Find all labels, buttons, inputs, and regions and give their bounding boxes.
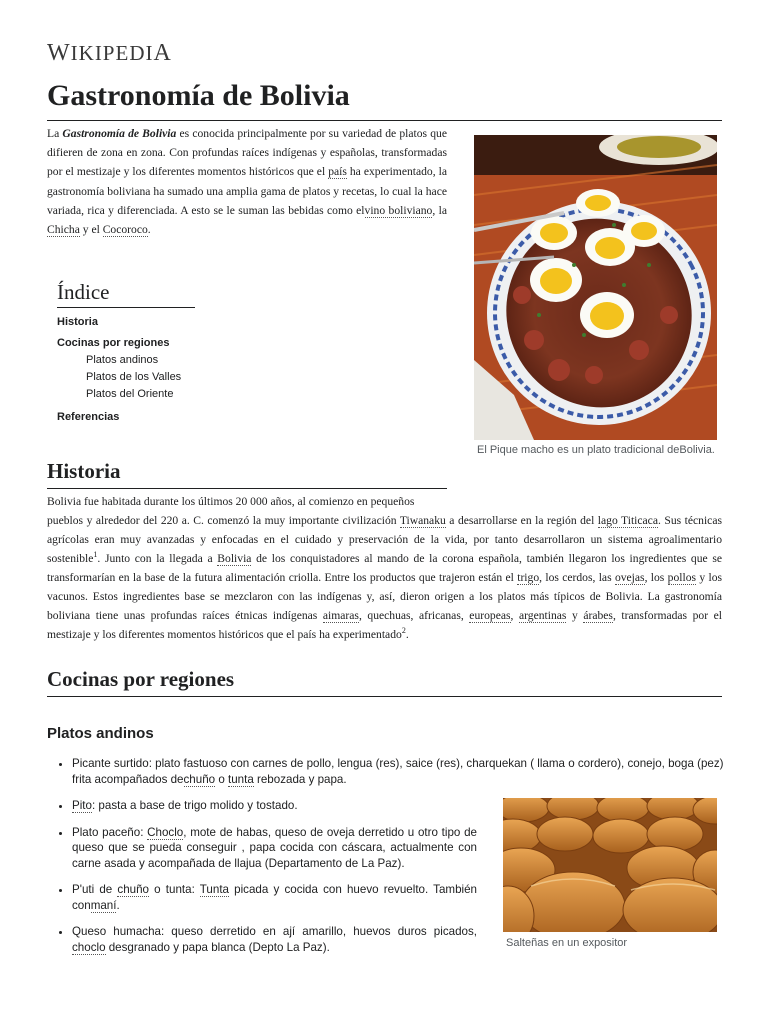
link-ovejas[interactable]: ovejas xyxy=(614,571,645,584)
toc-item-historia[interactable]: Historia xyxy=(57,316,98,328)
list-item: • P'uti de chuño o tunta: Tunta picada y cocida con huevo revuelto. También conmaní. xyxy=(72,882,477,913)
subsection-heading-platos-andinos: Platos andinos xyxy=(47,725,154,742)
link-pais[interactable]: país xyxy=(328,165,347,179)
link-chuno[interactable]: chuño xyxy=(183,772,216,786)
pique-macho-caption: El Pique macho es un plato tradicional deBolivia. xyxy=(477,444,715,456)
toc-item-platos-valles[interactable]: Platos de los Valles xyxy=(86,371,182,383)
reference-2[interactable]: 2 xyxy=(401,626,406,636)
link-arabes[interactable]: árabes xyxy=(583,609,613,622)
link-lago-titicaca[interactable]: lago Titicaca xyxy=(597,514,658,527)
intro-bold-term: Gastronomía de Bolivia xyxy=(62,127,177,140)
link-pito[interactable]: Pito xyxy=(72,799,92,812)
table-of-contents xyxy=(57,314,181,426)
wikipedia-logo[interactable]: WIKIPEDIA xyxy=(47,40,172,66)
link-tunta-2[interactable]: Tunta xyxy=(199,883,229,896)
link-bolivia[interactable]: Bolivia xyxy=(217,552,252,565)
section-heading-historia: Historia xyxy=(47,458,447,489)
link-trigo[interactable]: trigo xyxy=(517,571,540,584)
section-heading-cocinas: Cocinas por regiones xyxy=(47,666,722,697)
list-item: • Pito: pasta a base de trigo molido y tostado. xyxy=(72,798,477,814)
pique-macho-photo[interactable] xyxy=(474,135,717,440)
link-chicha[interactable]: Chicha xyxy=(47,223,80,237)
link-argentinas[interactable]: argentinas xyxy=(518,609,567,622)
list-item: • Plato paceño: Choclo, mote de habas, queso de oveja derretido u otro tipo de queso que se pueda conseguir , papa cocida con cáscara, actualmente con carne asada y acompañada de llajua (Departamento de La Paz). xyxy=(72,825,477,872)
toc-item-platos-oriente[interactable]: Platos del Oriente xyxy=(86,388,174,400)
link-mani[interactable]: maní xyxy=(90,898,117,912)
link-cocoroco[interactable]: Cocoroco xyxy=(102,223,148,237)
pique-macho-illustration xyxy=(474,135,717,440)
toc-title: Índice xyxy=(57,279,195,308)
link-europeas[interactable]: europeas xyxy=(469,609,511,622)
saltenas-caption: Salteñas en un expositor xyxy=(506,937,628,949)
link-chuno-2[interactable]: chuño xyxy=(117,883,150,896)
toc-item-platos-andinos[interactable]: Platos andinos xyxy=(86,354,159,366)
link-aimaras[interactable]: aimaras xyxy=(322,609,359,622)
saltenas-photo[interactable] xyxy=(503,798,717,932)
list-item: • Queso humacha: queso derretido en ají amarillo, huevos duros picados, choclo desgranado y papa blanca (Depto La Paz). xyxy=(72,924,477,955)
intro-paragraph: La Gastronomía de Bolivia es conocida principalmente por su variedad de platos que difieren de zona en zona. Con profundas raíces indígenas y españolas, transformadas por el mestizaje y los diferentes momentos históricos que el país ha experimentado, la gastronomía boliviana ha sumado una amplia gama de platos y recetas, lo cual la hace variada, rica y diferenciada. A esto se le suman las bebidas como elvino boliviano, la Chicha y el Cocoroco. xyxy=(47,127,447,237)
link-choclo-2[interactable]: choclo xyxy=(72,940,106,954)
link-vino-boliviano[interactable]: vino boliviano xyxy=(364,203,433,217)
link-tunta[interactable]: tunta xyxy=(227,772,254,786)
saltenas-illustration xyxy=(503,798,717,932)
historia-paragraph: pueblos y alrededor del 220 a. C. comenzó la muy importante civilización Tiwanaku a desarrollarse en la región del lago Titicaca. Sus técnicas agrícolas eran muy avanzadas y enfocadas en el cuidado y preservación de la vida, por tanto desarrollaron un sistema agroalimentario sostenible$^1$. Junto con la llegada a Bolivia de los conquistadores al mando de la corona española, también llegaron los ingredientes que se transformarían en la base de la futura alimentación criolla. Entre los productos que trajeron están el trigo, los cerdos, las ovejas, los pollos y los vacunos. Estos ingredientes base se mezclaron con las indígenas y, así, dieron origen a los platos más típicos de Bolivia. La gastronomía boliviana tiene unas profundas raíces étnicas indígenas aimaras, quechuas, africanas, europeas, argentinas y árabes, transformadas por el mestizaje y los diferentes momentos históricos que el país ha experimentado$^2$. xyxy=(47,514,723,641)
historia-lead-line: Bolivia fue habitada durante los últimos 20 000 años, al comienzo en pequeños xyxy=(47,495,415,508)
page-title: Gastronomía de Bolivia xyxy=(47,78,722,121)
link-tiwanaku[interactable]: Tiwanaku xyxy=(399,514,446,527)
list-item: • Picante surtido: plato fastuoso con carnes de pollo, lengua (res), saice (res), charquekan ( llama o cordero), conejo, boga (pez) frita acompañados dechuño o tunta rebozada y papa. xyxy=(72,756,732,787)
reference-1[interactable]: 1 xyxy=(93,550,98,560)
toc-item-referencias[interactable]: Referencias xyxy=(57,411,120,423)
link-pollos[interactable]: pollos xyxy=(667,571,697,584)
link-choclo[interactable]: Choclo xyxy=(147,825,184,839)
toc-item-cocinas[interactable]: Cocinas por regiones xyxy=(57,337,170,349)
